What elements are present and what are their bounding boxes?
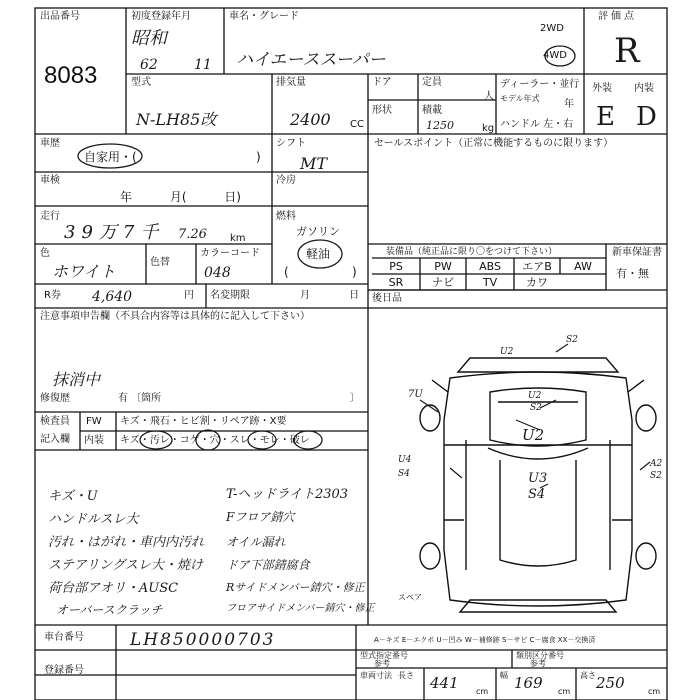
diagram-mark-u2-top: U2 bbox=[500, 347, 514, 357]
load-value: 1250 bbox=[426, 119, 454, 132]
diagram-mark-u2-body: U2 bbox=[522, 426, 545, 444]
length-label: 長さ bbox=[398, 671, 414, 680]
diagram-mark-7u: 7U bbox=[408, 389, 423, 400]
equip-sr: SR bbox=[388, 276, 404, 289]
repair-value: 有 〔箇所 bbox=[118, 393, 162, 404]
inspector-fw: FW bbox=[86, 416, 102, 427]
remark-left-2: ハンドルスレ大 bbox=[48, 512, 139, 527]
capacity-unit: 人 bbox=[484, 91, 494, 102]
shift-value: MT bbox=[300, 154, 328, 173]
fuel-diesel: 軽油 bbox=[306, 247, 331, 261]
displacement-value: 2400 bbox=[290, 110, 331, 129]
chassis-label: 車台番号 bbox=[44, 632, 84, 643]
equip-ps: PS bbox=[389, 260, 403, 273]
interior-label: 内装 bbox=[634, 83, 654, 94]
exterior-label: 外装 bbox=[592, 83, 612, 94]
width-value: 169 bbox=[514, 674, 543, 692]
drive-2wd: 2WD bbox=[540, 23, 564, 34]
name-change-value: 月 日 bbox=[300, 290, 360, 301]
remark-left-3: 汚れ・はがれ・車内内汚れ bbox=[48, 535, 205, 550]
yen-unit: 円 bbox=[184, 290, 194, 301]
fuel-label: 燃料 bbox=[276, 211, 296, 222]
diagram-mark-u2-cab: U2 bbox=[528, 391, 542, 401]
plate-label: 登録番号 bbox=[44, 665, 84, 676]
first-registration-label: 初度登録年月 bbox=[131, 11, 191, 22]
rating-label: 評価点 bbox=[598, 11, 637, 22]
history-value: 自家用・( bbox=[84, 150, 137, 164]
history-label: 車歴 bbox=[40, 138, 60, 149]
door-label: ドア bbox=[372, 77, 392, 88]
interior-grade: D bbox=[636, 102, 657, 132]
repaint-label: 色替 bbox=[150, 257, 170, 268]
remark-right-6: フロアサイドメンバー錆穴・修正 bbox=[226, 603, 375, 614]
color-value: ホワイト bbox=[52, 262, 116, 281]
r-ken-value: 4,640 bbox=[92, 289, 133, 305]
equip-navi: ナビ bbox=[432, 276, 454, 289]
fuel-blank-close: ) bbox=[352, 265, 357, 279]
equipment-title: 装備品（純正品に限り〇をつけて下さい） bbox=[386, 247, 558, 257]
length-unit: cm bbox=[476, 687, 489, 696]
equip-leather: カワ bbox=[526, 276, 548, 289]
mileage-extra: 7.26 bbox=[178, 227, 207, 242]
load-label: 積載 bbox=[422, 105, 442, 116]
remark-right-1: T-ヘッドライト2303 bbox=[226, 487, 349, 502]
displacement-label: 排気量 bbox=[276, 77, 306, 88]
remark-left-1: キズ・U bbox=[48, 489, 98, 504]
diagram-mark-s2-top: S2 bbox=[566, 335, 578, 345]
handle-label: ハンドル 左・右 bbox=[500, 119, 574, 130]
remark-left-4: ステアリングスレ大・焼け bbox=[48, 558, 203, 573]
capacity-label: 定員 bbox=[422, 77, 442, 88]
history-close: ) bbox=[256, 150, 261, 164]
height-value: 250 bbox=[596, 674, 625, 692]
diagram-spare-label: スペア bbox=[398, 593, 422, 602]
notes-label: 注意事項申告欄（不具合内容等は具体的に記入して下さい） bbox=[40, 311, 310, 322]
mileage-label: 走行 bbox=[40, 211, 60, 222]
height-label: 高さ bbox=[580, 671, 596, 680]
kg-unit: kg bbox=[482, 123, 495, 134]
width-unit: cm bbox=[558, 687, 571, 696]
fuel-gasoline: ガソリン bbox=[296, 225, 340, 238]
class-label: 類別区分番号 bbox=[516, 651, 564, 660]
km-unit: km bbox=[230, 233, 246, 244]
diagram-mark-u3-center: U3 bbox=[528, 471, 548, 486]
registration-month: 11 bbox=[194, 57, 212, 73]
dims-label: 車両寸法 bbox=[360, 671, 392, 680]
rating-value: R bbox=[614, 31, 640, 71]
inspector-interior-row: キズ・汚レ・コゲ・穴・スレ・モレ・破レ bbox=[120, 435, 310, 446]
warranty-value: 有・無 bbox=[616, 267, 649, 280]
inspector-interior-label: 内装 bbox=[84, 435, 104, 446]
era-value: 昭和 bbox=[131, 28, 167, 49]
mileage-value: 39万7千 bbox=[64, 222, 165, 243]
inspection-value: 年 月( 日) bbox=[120, 190, 241, 204]
type-cert-label: 型式指定番号 bbox=[360, 651, 408, 660]
diagram-mark-u4-left: U4 bbox=[398, 455, 412, 465]
color-code-label: カラーコード bbox=[200, 248, 260, 259]
sales-point-label: セールスポイント（正常に機能するものに限ります） bbox=[374, 138, 614, 149]
diagram-mark-s2-cab: S2 bbox=[530, 403, 542, 413]
color-label: 色 bbox=[40, 248, 50, 259]
inspector-label: 検査員 bbox=[40, 416, 70, 427]
inspection-label: 車検 bbox=[40, 175, 60, 186]
warranty-label: 新車保証書 bbox=[612, 247, 662, 258]
remark-right-4: ドア下部錆腐食 bbox=[226, 558, 310, 572]
length-value: 441 bbox=[430, 674, 459, 692]
fuel-blank: ( bbox=[284, 265, 289, 279]
dealer-label: ディーラー・並行 bbox=[500, 79, 580, 90]
chassis-value: LH850000703 bbox=[130, 630, 276, 650]
color-code-value: 048 bbox=[204, 265, 231, 281]
equip-pw: PW bbox=[434, 260, 452, 273]
car-name: ハイエーススーパー bbox=[236, 50, 386, 70]
remark-right-2: Fフロア錆穴 bbox=[226, 510, 295, 524]
model-value: N-LH85改 bbox=[136, 110, 217, 129]
remark-left-5: 荷台部アオリ・AUSC bbox=[48, 581, 179, 596]
aftermarket-label: 後日品 bbox=[372, 293, 402, 304]
year-unit: 年 bbox=[564, 99, 574, 110]
diagram-mark-a2-right: A2 bbox=[650, 459, 663, 469]
drive-4wd: 4WD bbox=[543, 50, 567, 61]
model-year-label: モデル年式 bbox=[500, 94, 540, 103]
inspector-exterior-row: キズ・飛石・ヒビ割・リペア跡・X要 bbox=[120, 416, 287, 427]
type-cert-ref: 参考 bbox=[374, 659, 390, 668]
diagram-mark-s4-center: S4 bbox=[528, 487, 546, 502]
equip-abs: ABS bbox=[479, 260, 501, 273]
registration-year: 62 bbox=[140, 57, 158, 73]
name-change-label: 名変期限 bbox=[210, 290, 250, 301]
notes-handwritten: 抹消中 bbox=[52, 370, 101, 389]
shift-label: シフト bbox=[276, 138, 306, 149]
remark-right-3: オイル漏れ bbox=[226, 535, 286, 549]
aircon-label: 冷房 bbox=[276, 175, 296, 186]
equip-airbag: エアB bbox=[522, 260, 552, 273]
remark-right-5: Rサイドメンバー錆穴・修正 bbox=[226, 581, 365, 594]
car-name-label: 車名・グレード bbox=[229, 11, 299, 22]
equip-tv: TV bbox=[482, 276, 498, 289]
exterior-grade: E bbox=[596, 102, 615, 132]
width-label: 幅 bbox=[500, 671, 508, 680]
shape-label: 形状 bbox=[372, 105, 392, 116]
remark-left-6: オーバースクラッチ bbox=[56, 603, 163, 617]
equip-aw: AW bbox=[574, 260, 592, 273]
height-unit: cm bbox=[648, 687, 661, 696]
diagram-mark-s4-left: S4 bbox=[398, 469, 410, 479]
diagram-mark-s2-right: S2 bbox=[650, 471, 662, 481]
class-ref: 参考 bbox=[530, 659, 546, 668]
damage-legend: A－キズ E－エクボ U－凹み W－補修跡 S－サビ C－腐食 XX－交換済 bbox=[374, 636, 596, 644]
lot-number: 8083 bbox=[44, 62, 98, 89]
model-label: 型式 bbox=[131, 77, 151, 88]
repair-close: 〕 bbox=[350, 393, 360, 404]
repair-label: 修復歴 bbox=[40, 393, 70, 404]
lot-number-label: 出品番号 bbox=[40, 11, 80, 22]
inspector-entry-label: 記入欄 bbox=[40, 434, 70, 445]
r-ken-label: R券 bbox=[44, 290, 61, 301]
cc-unit: CC bbox=[350, 119, 364, 130]
